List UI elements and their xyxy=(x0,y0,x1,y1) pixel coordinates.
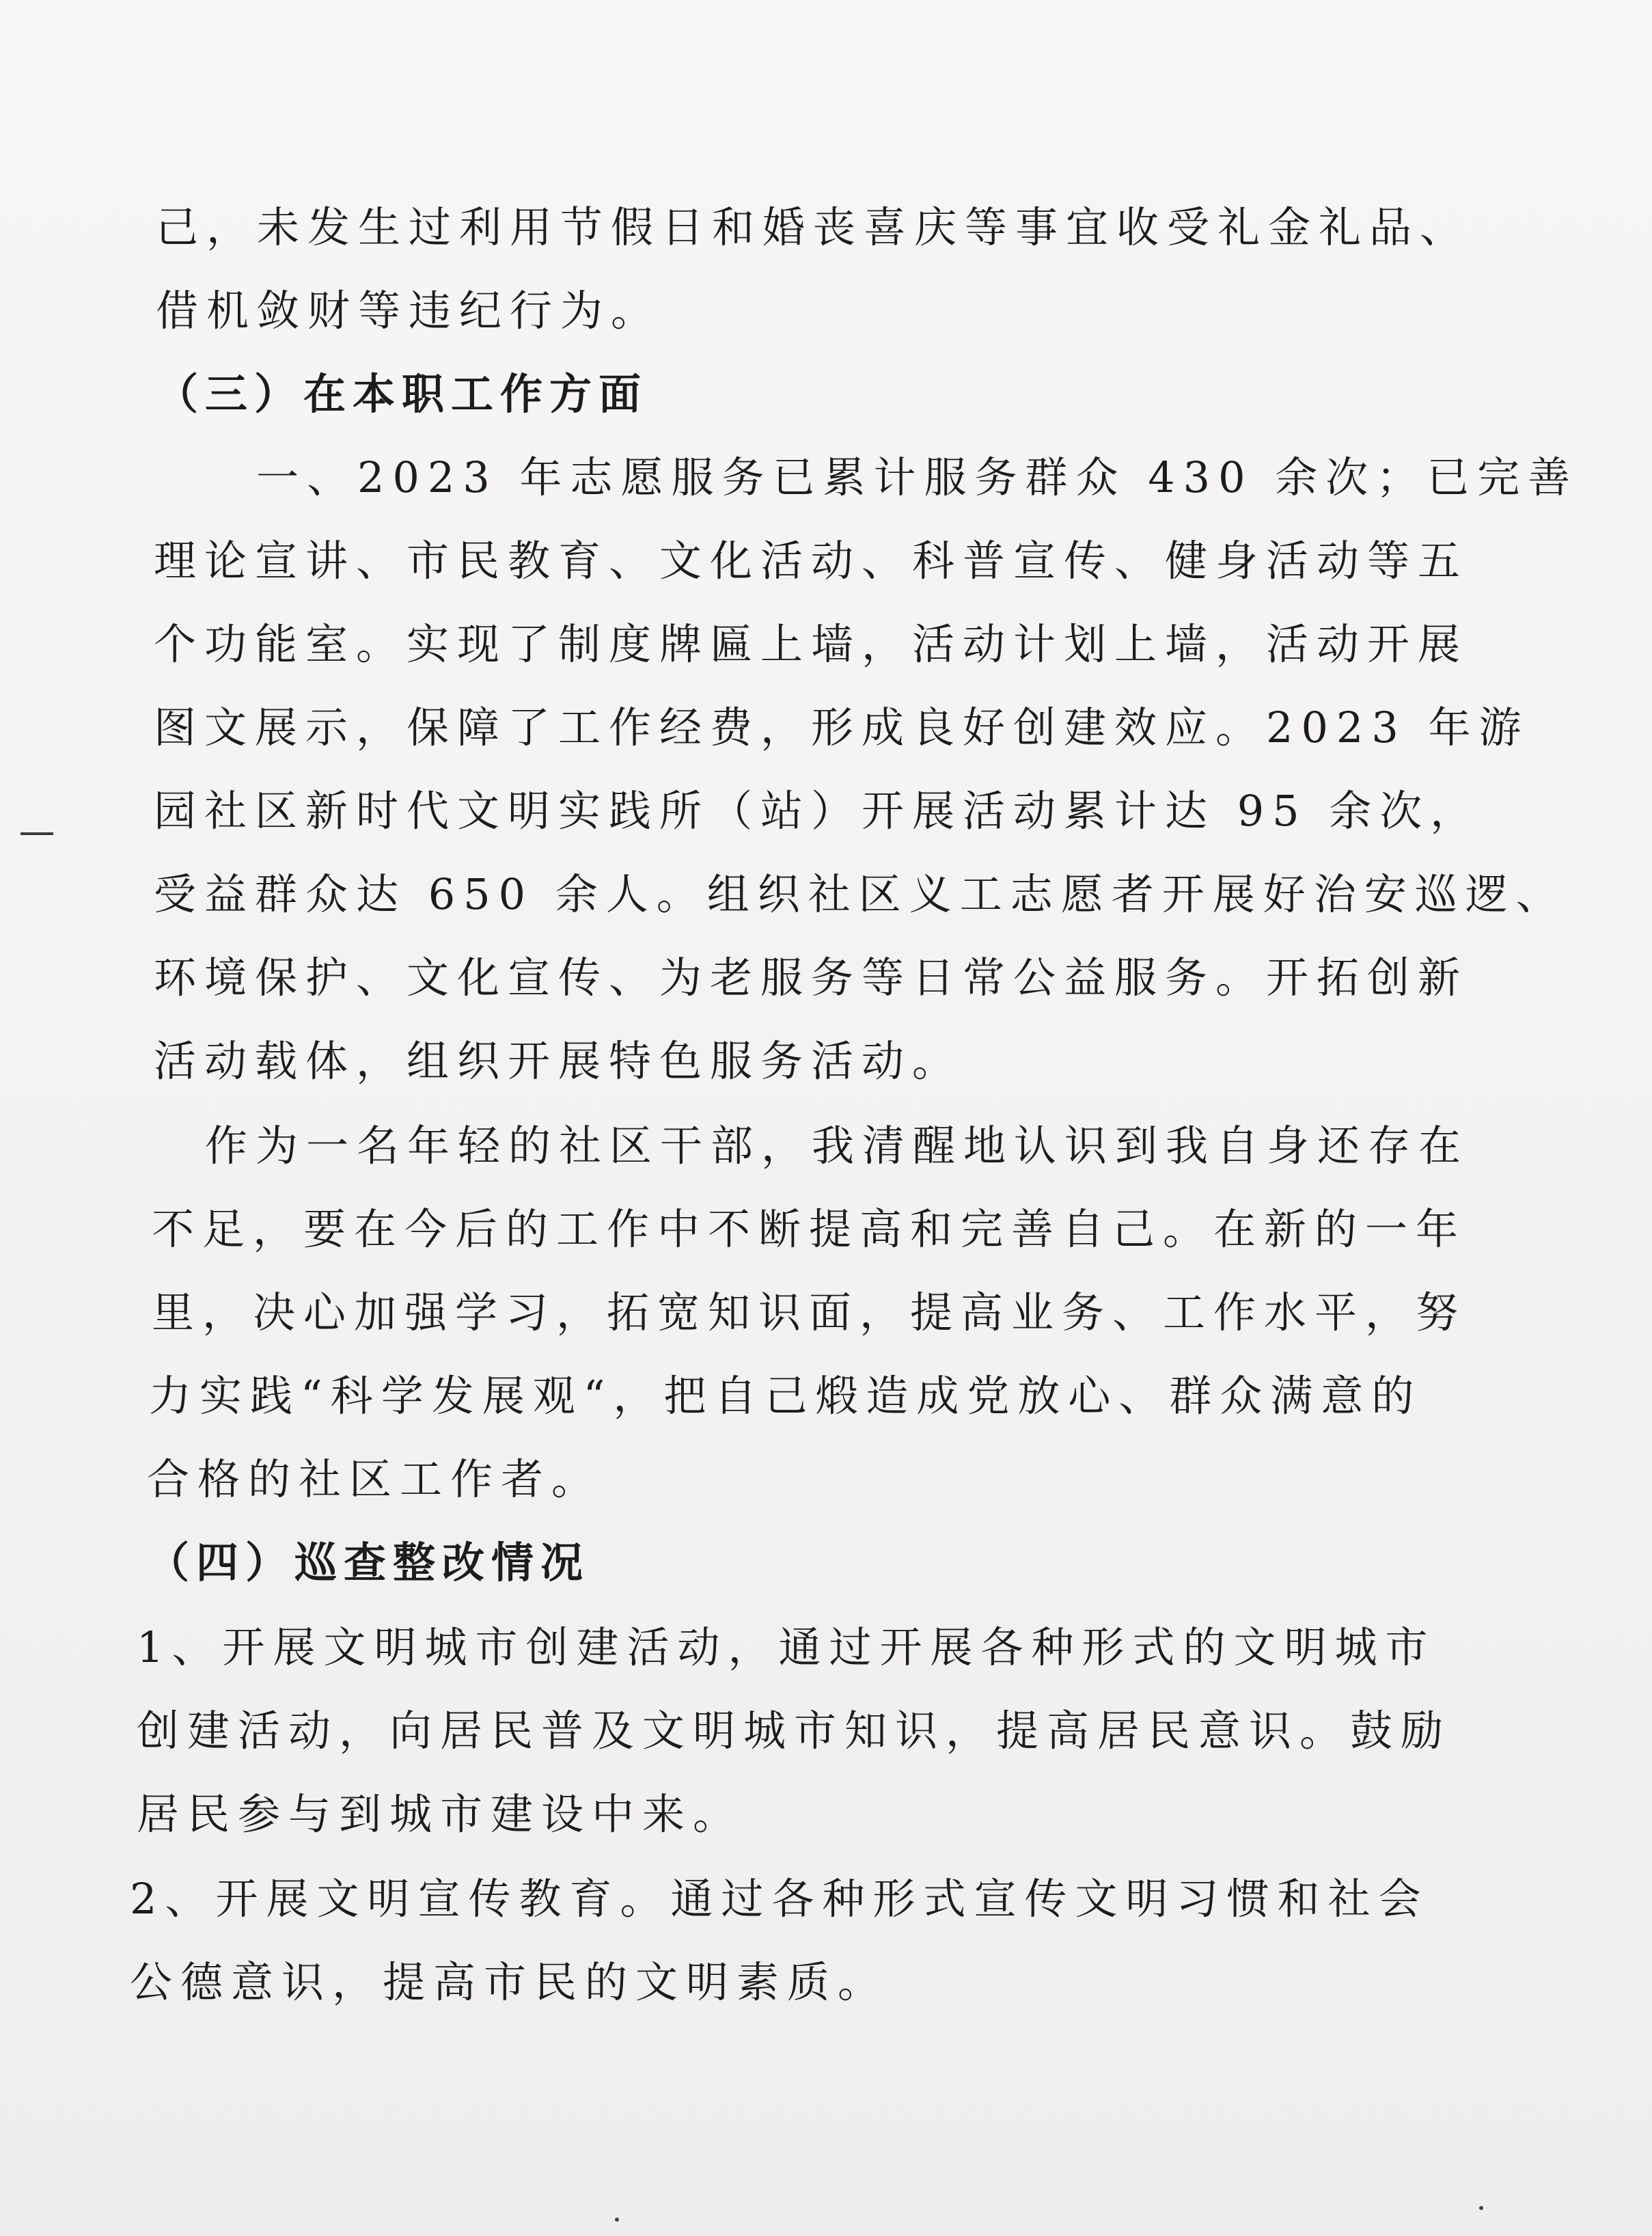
paragraph-line: 里，决心加强学习，拓宽知识面，提高业务、工作水平，努 xyxy=(152,1287,1467,1337)
paragraph-line: 己，未发生过利用节假日和婚丧喜庆等事宜收受礼金礼品、 xyxy=(156,202,1471,252)
paragraph-line: 一、2023 年志愿服务已累计服务群众 430 余次；已完善 xyxy=(256,452,1579,502)
list-item-2: 2、开展文明宣传教育。通过各种形式宣传文明习惯和社会 xyxy=(130,1874,1429,1924)
paragraph-line: 不足，要在今后的工作中不断提高和完善自己。在新的一年 xyxy=(152,1204,1467,1254)
paragraph-line: 园社区新时代文明实践所（站）开展活动累计达 95 余次， xyxy=(154,786,1481,836)
list-item-1-line: 居民参与到城市建设中来。 xyxy=(137,1789,744,1839)
paragraph-line: 受益群众达 650 余人。组织社区义工志愿者开展好治安巡逻、 xyxy=(154,869,1567,919)
paragraph-line: 合格的社区工作者。 xyxy=(147,1454,603,1504)
paragraph-line: 理论宣讲、市民教育、文化活动、科普宣传、健身活动等五 xyxy=(154,536,1469,586)
paragraph-line: 个功能室。实现了制度牌匾上墙，活动计划上墙，活动开展 xyxy=(154,619,1469,669)
list-item-1-line: 创建活动，向居民普及文明城市知识，提高居民意识。鼓励 xyxy=(137,1706,1452,1756)
paragraph-line: 环境保护、文化宣传、为老服务等日常公益服务。开拓创新 xyxy=(154,953,1469,1003)
paragraph-line: 图文展示，保障了工作经费，形成良好创建效应。2023 年游 xyxy=(154,703,1530,752)
paragraph-line: 活动载体，组织开展特色服务活动。 xyxy=(154,1036,963,1086)
paragraph-line: 作为一名年轻的社区干部，我清醒地认识到我自身还存在 xyxy=(205,1121,1470,1171)
section-heading-3: （三）在本职工作方面 xyxy=(156,369,648,419)
scan-edge-mark xyxy=(20,832,53,835)
section-heading-4: （四）巡查整改情况 xyxy=(147,1538,590,1587)
scan-speck xyxy=(615,2218,619,2222)
paragraph-line: 借机敛财等违纪行为。 xyxy=(156,286,662,336)
list-item-1: 1、开展文明城市创建活动，通过开展各种形式的文明城市 xyxy=(137,1622,1436,1672)
list-item-2-line: 公德意识，提高市民的文明素质。 xyxy=(130,1957,889,2007)
scan-speck xyxy=(1479,2206,1483,2210)
paragraph-line: 力实践“科学发展观“，把自己煅造成党放心、群众满意的 xyxy=(149,1371,1422,1421)
